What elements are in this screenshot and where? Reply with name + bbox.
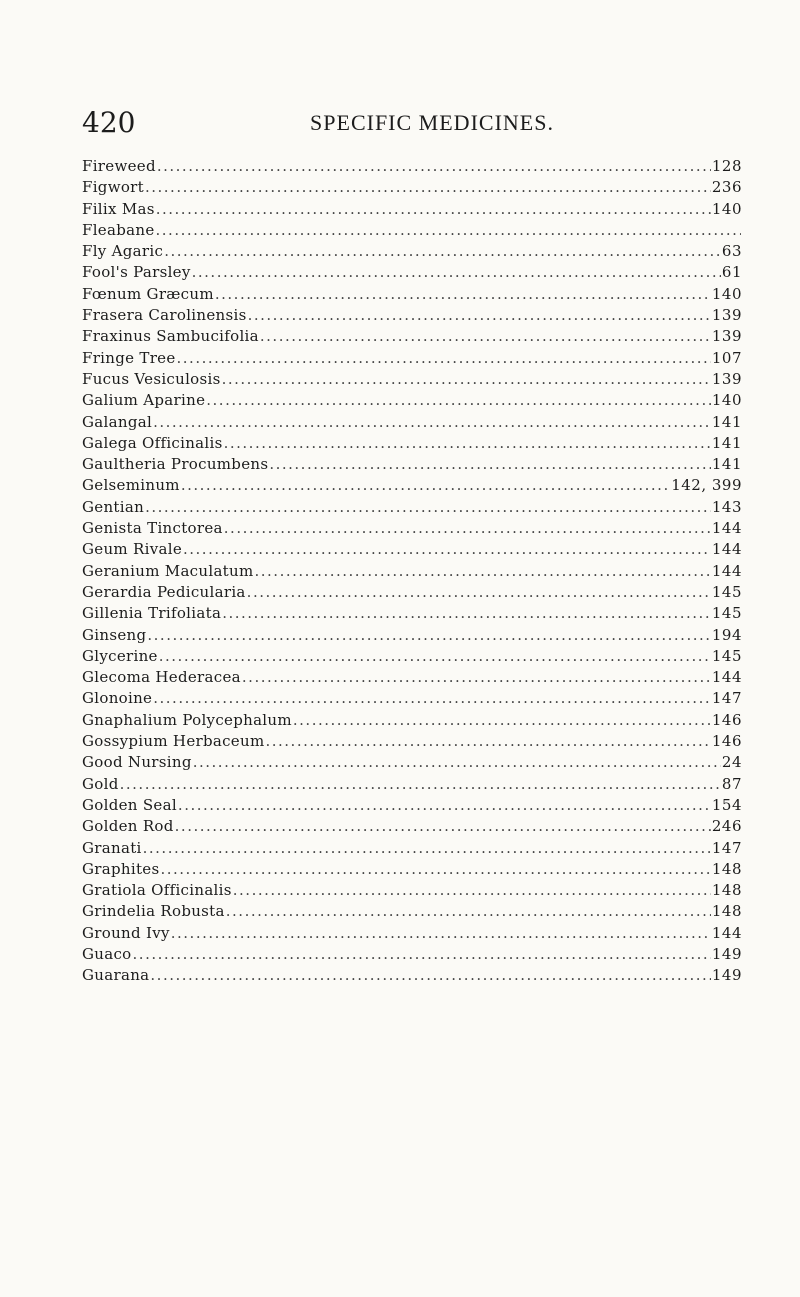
index-entry xyxy=(82,795,742,816)
dot-leader xyxy=(224,433,711,454)
dot-leader xyxy=(233,880,711,901)
dot-leader xyxy=(269,454,711,475)
index-term: Figwort xyxy=(82,178,144,197)
dot-leader xyxy=(177,348,711,369)
index-term: Glecoma Hederacea xyxy=(82,668,241,687)
index-entry xyxy=(82,348,742,369)
index-page-number: 24 xyxy=(721,753,742,772)
dot-leader xyxy=(175,816,711,837)
index-entry xyxy=(82,305,742,326)
dot-leader xyxy=(222,603,711,624)
index-term: Golden Rod xyxy=(82,817,174,836)
index-page-number: 148 xyxy=(711,859,742,878)
page-number: 420 xyxy=(82,106,136,139)
index-page-number: 144 xyxy=(711,923,742,942)
index-page-number: 128 xyxy=(711,157,742,175)
index-page-number: 154 xyxy=(711,795,742,814)
index-entry xyxy=(82,901,742,922)
index-term: Good Nursing xyxy=(82,753,192,772)
index-term: Graphites xyxy=(82,859,160,878)
dot-leader xyxy=(147,625,710,646)
index-entry xyxy=(82,625,742,646)
dot-leader xyxy=(145,497,711,518)
index-term: Glycerine xyxy=(82,646,158,665)
dot-leader xyxy=(159,646,711,667)
index-term: Fringe Tree xyxy=(82,348,176,367)
dot-leader xyxy=(164,241,721,262)
dot-leader xyxy=(145,177,711,198)
index-entry xyxy=(82,433,742,454)
index-page-number: 140 xyxy=(711,284,742,303)
index-page-number: 139 xyxy=(711,327,742,346)
index-entry xyxy=(82,390,742,411)
index-term: Fraxinus Sambucifolia xyxy=(82,327,259,346)
index-entry xyxy=(82,880,742,901)
index-entry xyxy=(82,241,742,262)
index-term: Fœnum Græcum xyxy=(82,284,214,303)
index-page-number: 140 xyxy=(711,391,742,410)
index-page-number: 148 xyxy=(711,881,742,900)
index-term: Galangal xyxy=(82,412,153,431)
index-page-number: 144 xyxy=(711,668,742,687)
dot-leader xyxy=(248,305,711,326)
dot-leader xyxy=(293,710,711,731)
dot-leader xyxy=(156,199,711,220)
index-entry xyxy=(82,284,742,305)
index-page-number: 63 xyxy=(721,242,742,261)
index-entry xyxy=(82,475,742,496)
index-page-number: 87 xyxy=(721,774,742,793)
running-title: SPECIFIC MEDICINES. xyxy=(310,110,554,135)
index-page-number: 141 xyxy=(711,455,742,474)
index-page-number: 141 xyxy=(711,412,742,431)
index-term: Frasera Carolinensis xyxy=(82,306,247,325)
dot-leader xyxy=(224,518,711,539)
dot-leader xyxy=(222,369,711,390)
dot-leader xyxy=(153,688,711,709)
index-term: Gaultheria Procumbens xyxy=(82,455,269,474)
dot-leader xyxy=(153,412,711,433)
index-page-number: 145 xyxy=(711,582,742,601)
index-term: Gold xyxy=(82,774,119,793)
index-entry xyxy=(82,752,742,773)
index-entry xyxy=(82,412,742,433)
index-entry xyxy=(82,646,742,667)
index-page-number: 145 xyxy=(711,646,742,665)
index-term: Gentian xyxy=(82,497,145,516)
index-term: Guarana xyxy=(82,966,150,985)
index-term: Fool's Parsley xyxy=(82,263,191,282)
dot-leader xyxy=(193,752,721,773)
index-term: Fucus Vesiculosis xyxy=(82,369,221,388)
index-term: Gnaphalium Polycephalum xyxy=(82,710,292,729)
index-term: Gossypium Herbaceum xyxy=(82,732,265,751)
page-header xyxy=(82,106,742,140)
index-entry xyxy=(82,774,742,795)
index-page-number: 147 xyxy=(711,689,742,708)
index-page-number: 144 xyxy=(711,540,742,559)
dot-leader xyxy=(181,475,670,496)
index-term: Guaco xyxy=(82,944,132,963)
index-entry xyxy=(82,177,742,198)
index-page-number: 246 xyxy=(711,817,742,836)
index-term: Glonoine xyxy=(82,689,153,708)
index-entry xyxy=(82,497,742,518)
dot-leader xyxy=(192,262,721,283)
index-term: Gratiola Officinalis xyxy=(82,881,232,900)
index-entry xyxy=(82,369,742,390)
index-page-number: 144 xyxy=(711,519,742,538)
index-page-number: 149 xyxy=(711,966,742,985)
index-term: Fleabane xyxy=(82,220,155,239)
index-entry xyxy=(82,710,742,731)
index-page-number: 140 xyxy=(711,199,742,218)
dot-leader xyxy=(265,731,710,752)
index-term: Genista Tinctorea xyxy=(82,519,223,538)
index-page-number: 107 xyxy=(711,348,742,367)
dot-leader xyxy=(247,582,711,603)
index-entry xyxy=(82,582,742,603)
index-entry xyxy=(82,454,742,475)
index-page-number: 144 xyxy=(711,561,742,580)
index-term: Fly Agaric xyxy=(82,242,164,261)
index-entry xyxy=(82,731,742,752)
index-term: Golden Seal xyxy=(82,795,177,814)
index-page-number: 61 xyxy=(721,263,742,282)
dot-leader xyxy=(120,774,721,795)
index-page-number: 149 xyxy=(711,944,742,963)
index-term: Gelseminum xyxy=(82,476,180,495)
dot-leader xyxy=(133,944,711,965)
dot-leader xyxy=(178,795,711,816)
dot-leader xyxy=(242,667,711,688)
index-entry xyxy=(82,326,742,347)
index-term: Filix Mas xyxy=(82,199,155,218)
dot-leader xyxy=(160,859,710,880)
index-page-number: 143 xyxy=(711,497,742,516)
index-entry xyxy=(82,220,742,241)
dot-leader xyxy=(206,390,711,411)
index-page-number: 145 xyxy=(711,604,742,623)
dot-leader xyxy=(183,539,711,560)
index-entry xyxy=(82,816,742,837)
index-entry xyxy=(82,965,742,986)
index-page-number: 141 xyxy=(711,433,742,452)
index-page-number: 236 xyxy=(711,178,742,197)
dot-leader xyxy=(157,156,711,177)
index-page-number: 148 xyxy=(711,902,742,921)
index-page-number: 139 xyxy=(711,306,742,325)
index-entry xyxy=(82,944,742,965)
index-entry xyxy=(82,156,742,177)
dot-leader xyxy=(260,326,711,347)
index-entry xyxy=(82,603,742,624)
index-term: Fireweed xyxy=(82,157,156,175)
index-term: Gillenia Trifoliata xyxy=(82,604,222,623)
dot-leader xyxy=(255,561,711,582)
index-entry xyxy=(82,539,742,560)
dot-leader xyxy=(143,838,711,859)
index-page-number: 142, 399 xyxy=(671,476,742,495)
index-page-number: 139 xyxy=(711,369,742,388)
index-entry xyxy=(82,199,742,220)
index-term: Grindelia Robusta xyxy=(82,902,225,921)
index-entry xyxy=(82,561,742,582)
index-list xyxy=(82,156,742,987)
index-term: Galega Officinalis xyxy=(82,433,223,452)
index-term: Gerardia Pedicularia xyxy=(82,582,246,601)
dot-leader xyxy=(156,220,741,241)
index-page-number: 147 xyxy=(711,838,742,857)
dot-leader xyxy=(226,901,711,922)
index-term: Ground Ivy xyxy=(82,923,170,942)
index-page-number: 146 xyxy=(711,710,742,729)
dot-leader xyxy=(215,284,711,305)
dot-leader xyxy=(171,923,711,944)
index-term: Granati xyxy=(82,838,142,857)
index-term: Geranium Maculatum xyxy=(82,561,254,580)
index-entry xyxy=(82,262,742,283)
index-entry xyxy=(82,688,742,709)
index-entry xyxy=(82,667,742,688)
index-term: Ginseng xyxy=(82,625,147,644)
index-entry xyxy=(82,838,742,859)
index-term: Galium Aparine xyxy=(82,391,206,410)
index-page-number: 194 xyxy=(711,625,742,644)
dot-leader xyxy=(150,965,710,986)
index-page-number: 146 xyxy=(711,732,742,751)
index-entry xyxy=(82,518,742,539)
index-entry xyxy=(82,859,742,880)
index-term: Geum Rivale xyxy=(82,540,182,559)
index-entry xyxy=(82,923,742,944)
